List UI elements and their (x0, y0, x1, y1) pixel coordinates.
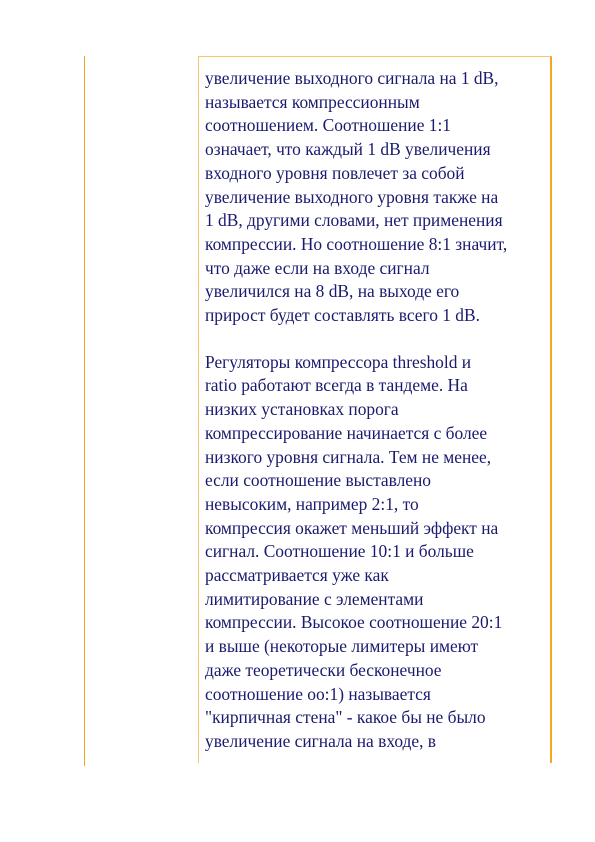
text-line: прирост будет составлять всего 1 dB. (205, 305, 480, 326)
paragraph-1 (205, 67, 550, 328)
text-line: называется компрессионным (205, 91, 420, 112)
text-line: увеличение сигнала на входе, в (205, 730, 437, 751)
text-line: 1 dB, другими словами, нет применения (205, 210, 503, 231)
text-line: увеличение выходного уровня также на (205, 186, 499, 207)
text-line: компрессии. Но соотношение 8:1 значит, (205, 233, 508, 254)
text-line: компрессия окажет меньший эффект на (205, 517, 499, 538)
text-line: соотношение оо:1) называется (205, 683, 431, 704)
text-line: и выше (некоторые лимитеры имеют (205, 636, 479, 657)
text-line: что даже если на входе сигнал (205, 257, 430, 278)
text-line: увеличился на 8 dB, на выходе его (205, 281, 460, 302)
text-line: "кирпичная стена" - какое бы не было (205, 707, 486, 728)
text-line: увеличение выходного сигнала на 1 dB, (205, 68, 499, 88)
left-margin-rule (84, 56, 85, 766)
text-line: лимитирование с элементами (205, 588, 424, 609)
text-line: сигнал. Соотношение 10:1 и больше (205, 541, 474, 562)
text-line: означает, что каждый 1 dB увеличения (205, 139, 491, 160)
text-line: ratio работают всегда в тандеме. На (205, 375, 468, 396)
text-line: невысоким, например 2:1, то (205, 493, 419, 514)
text-line: рассматривается уже как (205, 565, 389, 586)
text-line: компрессии. Высокое соотношение 20:1 (205, 612, 503, 633)
text-line: компрессирование начинается с более (205, 422, 488, 443)
text-line: входного уровня повлечет за собой (205, 162, 465, 183)
text-column (198, 56, 552, 763)
text-line: Регуляторы компрессора threshold и (205, 351, 472, 372)
text-line: даже теоретически бесконечное (205, 659, 442, 680)
text-line: если соотношение выставлено (205, 470, 432, 491)
text-line: низких установках порога (205, 399, 399, 420)
text-line: низкого уровня сигнала. Тем не менее, (205, 446, 492, 467)
paragraph-2 (205, 351, 550, 754)
text-line: соотношением. Соотношение 1:1 (205, 115, 451, 136)
